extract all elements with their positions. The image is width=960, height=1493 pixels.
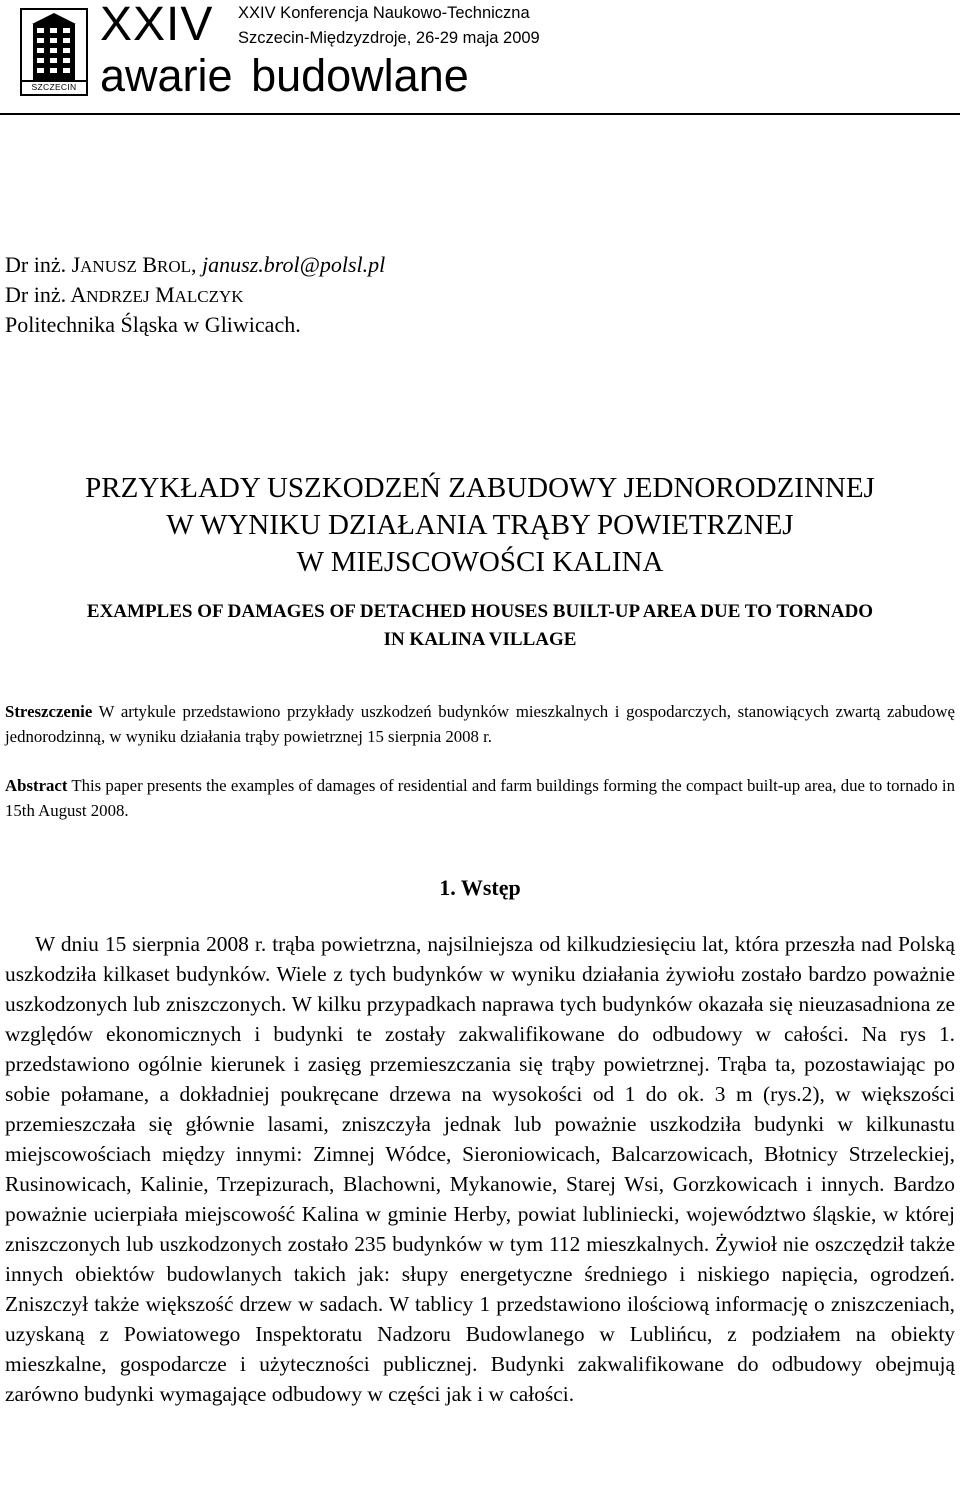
conference-title: XXIV Konferencja Naukowo-Techniczna (238, 4, 530, 22)
author-1-title: Dr inż. (5, 252, 72, 277)
affiliation: Politechnika Śląska w Gliwicach. (5, 312, 301, 337)
paper-title-english (0, 598, 960, 654)
author-1-last-name: ROL (157, 257, 192, 276)
author-1-email[interactable]: janusz.brol@polsl.pl (202, 252, 386, 277)
abstract-en-text: This paper presents the examples of damages of residential and farm buildings forming the compact built-up area, due to tornado in 15th August 2008. (5, 776, 955, 820)
conference-logo (20, 8, 88, 96)
author-line-1 (5, 251, 385, 281)
header-divider (0, 113, 960, 115)
title-en-line-1: EXAMPLES OF DAMAGES OF DETACHED HOUSES BUILT-UP AREA DUE TO TORNADO (86, 601, 874, 622)
author-1-separator: , (191, 252, 203, 277)
author-2-title: Dr inż. (5, 282, 71, 307)
author-line-2 (5, 281, 385, 311)
author-2-last-name: ALCZYK (174, 287, 244, 306)
building-icon (22, 10, 86, 82)
abstract-pl-label: Streszczenie (5, 702, 93, 721)
logo-label: SZCZECIN (22, 80, 86, 94)
author-2-last-initial: M (155, 282, 175, 307)
author-1-first-name: ANUSZ (80, 257, 137, 276)
section-heading: 1. Wstęp (439, 875, 521, 900)
abstract-english (5, 773, 955, 823)
body-paragraph: W dniu 15 sierpnia 2008 r. trąba powietrzna, najsilniejsza od kilkudziesięciu lat, która przeszła nad Polską uszkodziła kilkaset budynków. Wiele z tych budynków w wyniku działania żywiołu zostało bardzo poważnie uszkodzonych lub zniszczonych. W kilku przypadkach naprawa tych budynków okazała się nieuzasadniona ze względów ekonomicznych i budynki te zostały zakwalifikowane do odbudowy w całości. Na rys 1. przedstawiono ogólnie kierunek i zasięg przemieszczania się trąby powietrznej. Trąba ta, pozostawiając po sobie połamane, a dokładniej poukręcane drzewa na wysokości od 1 do ok. 3 m (rys.2), w większości przemieszczała się głównie lasami, zniszczyła jednak lub poważnie uszkodziła budynki w kilkunastu miejscowościach między innymi: Zimnej Wódce, Sieroniowicach, Balcarzowicach, Błotnicy Strzeleckiej, Rusinowicach, Kalinie, Trzepizurach, Blachowni, Mykanowie, Starej Wsi, Gorzkowicach i innych. Bardzo poważnie ucierpiała miejscowość Kalina w gminie Herby, powiat lubliniecki, województwo śląskie, w której zniszczonych lub uszkodzonych zostało 235 budynków w tym 112 mieszkalnych. Żywioł nie oszczędził także innych obiektów budowlanych takich jak: słupy energetyczne średniego i niskiego napięcia, ogrodzeń. Zniszczył także większość drzew w sadach. W tablicy 1 przedstawiono ilościową informację o zniszczeniach, uzyskaną z Powiatowego Inspektoratu Nadzoru Budowlanego w Lublińcu, z podziałem na obiekty mieszkalne, gospodarcze i użyteczności publicznej. Budynki zakwalifikowane do odbudowy obejmują zarówno budynki wymagające odbudowy w części jak i w całości. (5, 932, 955, 1406)
author-2-first-initial: A (70, 282, 87, 307)
conference-place: Szczecin-Międzyzdroje, 26-29 maja 2009 (238, 29, 540, 47)
title-pl-line-2: W WYNIKU DZIAŁANIA TRĄBY POWIETRZNEJ (166, 509, 794, 541)
abstract-en-label: Abstract (5, 776, 68, 795)
abstract-polish (5, 699, 955, 749)
title-en-line-2: IN KALINA VILLAGE (383, 629, 577, 650)
conference-topic: awarie budowlane (100, 50, 469, 101)
conference-number: XXIV (100, 0, 214, 51)
author-2-first-name: NDRZEJ (86, 287, 150, 306)
paper-title-polish (0, 470, 960, 581)
author-1-first-initial: J (71, 252, 81, 277)
abstract-pl-text: W artykule przedstawiono przykłady uszkodzeń budynków mieszkalnych i gospodarczych, stanowiących zwartą zabudowę jednorodzinną, w wyniku działania trąby powietrznej 15 sierpnia 2008 r. (5, 702, 955, 746)
title-pl-line-3: W MIEJSCOWOŚCI KALINA (296, 546, 664, 578)
title-pl-line-1: PRZYKŁADY USZKODZEŃ ZABUDOWY JEDNORODZINNEJ (85, 472, 875, 504)
author-1-last-initial: B (142, 252, 158, 277)
section-body (5, 929, 955, 1409)
authors-block (5, 251, 385, 339)
